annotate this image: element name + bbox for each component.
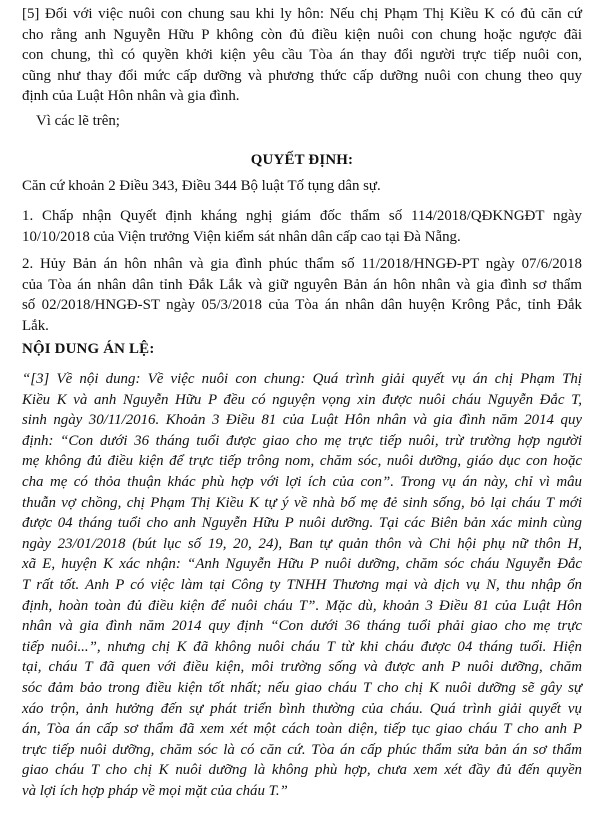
quote-line: và lợi ích hợp pháp về mọi mặt của cháu T.” (22, 782, 288, 799)
quote-line: tại, cháu T đã quen với điều kiện, môi trường sống và được anh P nuôi dưỡng, chăm (22, 659, 582, 676)
text-line: con chung, thì có quyền khởi kiện yêu cầu Tòa án thay đổi người trực tiếp nuôi con, (22, 47, 582, 64)
precedent-heading: NỘI DUNG ÁN LỆ: (22, 341, 155, 357)
reasons-line: Vì các lẽ trên; (36, 113, 120, 129)
text-line: của Tòa án nhân dân tỉnh Đắk Lắk và giữ nguyên Bản án hôn nhân và gia đình sơ thẩm (22, 276, 582, 293)
quote-line: thuẫn vợ chồng, chị Phạm Thị Kiều K tự ý về nhà bố mẹ đẻ sinh sống, bỏ lại cháu T mới (22, 494, 582, 511)
quote-line: xã E, huyện K xác nhận: “Anh Nguyễn Hữu P nuôi dưỡng, chăm sóc cháu Nguyễn Đắc (22, 556, 582, 573)
text-line: định của Luật Hôn nhân và gia đình. (22, 88, 240, 105)
quote-line: mẹ không đủ điều kiện để trực tiếp trông nom, chăm sóc, nuôi dưỡng, giáo dục con hoặc (22, 453, 582, 470)
quote-line: định: “Con dưới 36 tháng tuổi được giao cho mẹ trực tiếp nuôi, trừ trường hợp người (22, 432, 582, 449)
decision-item-2 (22, 254, 582, 336)
quote-line: xáo trộn, ảnh hưởng đến sự phát triển bình thường của cháu. Quá trình giải quyết vụ (22, 700, 582, 717)
quote-line: nhân và gia đình năm 2014 quy định “Con dưới 36 tháng tuổi phải giao cho mẹ trực (22, 618, 582, 635)
text-line: số 02/2018/HNGĐ-ST ngày 05/3/2018 của Tòa án nhân dân huyện Krông Pắc, tỉnh Đắk (22, 297, 582, 314)
quote-line: Kiều K và anh Nguyễn Hữu P đều có nguyện vọng xin được nuôi cháu Nguyễn Đắc T, (22, 391, 582, 408)
quote-line: tiếp nuôi...”, nhưng chị K đã không nuôi cháu T từ khi cháu được 04 tháng tuổi. Hiện (22, 638, 582, 655)
quote-line: ngày 23/01/2018 (bút lục số 19, 20, 24), Ban tự quản thôn và Chi hội phụ nữ thôn H, (22, 535, 582, 552)
quote-line: cha mẹ có thỏa thuận khác phù hợp với lợi ích của con”. Trong vụ án này, chỉ vì mâu (22, 473, 582, 490)
quote-line: sóc đảm bảo trong điều kiện tốt nhất; nếu giao cháu T cho chị K nuôi dưỡng sẽ gây sự (22, 679, 582, 696)
decision-item-1 (22, 206, 582, 247)
text-line: cũng như thay đổi mức cấp dưỡng và phương thức cấp dưỡng nuôi con chung theo quy (22, 67, 582, 84)
text-line: 10/10/2018 của Viện trưởng Viện kiểm sát nhân dân cấp cao tại Đà Nẵng. (22, 228, 461, 245)
quote-line: T rất tốt. Anh P có việc làm tại Công ty TNHH Thương mại và dịch vụ N, thu nhập ổn (22, 576, 582, 593)
decision-heading: QUYẾT ĐỊNH: (250, 152, 354, 168)
quote-line: “[3] Về nội dung: Về việc nuôi con chung: Quá trình giải quyết vụ án chị Phạm Thị (22, 371, 582, 387)
text-line: 2. Hủy Bản án hôn nhân và gia đình phúc thẩm số 11/2018/HNGĐ-PT ngày 07/6/2018 (22, 256, 582, 272)
text-line: 1. Chấp nhận Quyết định kháng nghị giám đốc thẩm số 114/2018/QĐKNGĐT ngày (22, 208, 582, 224)
quote-line: được 04 tháng tuổi cho anh Nguyễn Hữu P nuôi dưỡng. Tại các Biên bản xác minh cùng (22, 515, 582, 532)
legal-basis: Căn cứ khoản 2 Điều 343, Điều 344 Bộ luật Tố tụng dân sự. (22, 178, 381, 194)
text-line: Lắk. (22, 317, 49, 334)
quote-line: định, hoàn toàn đủ điều kiện để nuôi cháu T”. Mặc dù, khoản 3 Điều 81 của Luật Hôn (22, 597, 582, 614)
quote-line: trực tiếp nuôi dưỡng, chăm sóc là có căn cứ. Tòa án cấp phúc thẩm sửa bản án sơ thẩm (22, 741, 582, 758)
precedent-quote (22, 369, 582, 801)
quote-line: giao cháu T cho chị K nuôi dưỡng là không phù hợp, chưa xem xét đầy đủ đến quyền (22, 762, 582, 779)
paragraph-5 (22, 4, 582, 107)
quote-line: án, Tòa án cấp sơ thẩm đã xem xét một cách toàn diện, tiếp tục giao cháu T cho anh P (22, 721, 582, 738)
quote-line: sinh ngày 30/11/2016. Khoản 3 Điều 81 của Luật Hôn nhân và gia đình năm 2014 quy (22, 412, 582, 429)
text-line: cho rằng anh Nguyễn Hữu P không còn đủ điều kiện nuôi con chung hoặc ngược đãi (22, 26, 582, 43)
text-line: [5] Đối với việc nuôi con chung sau khi ly hôn: Nếu chị Phạm Thị Kiều K có đủ căn cứ (22, 6, 582, 22)
